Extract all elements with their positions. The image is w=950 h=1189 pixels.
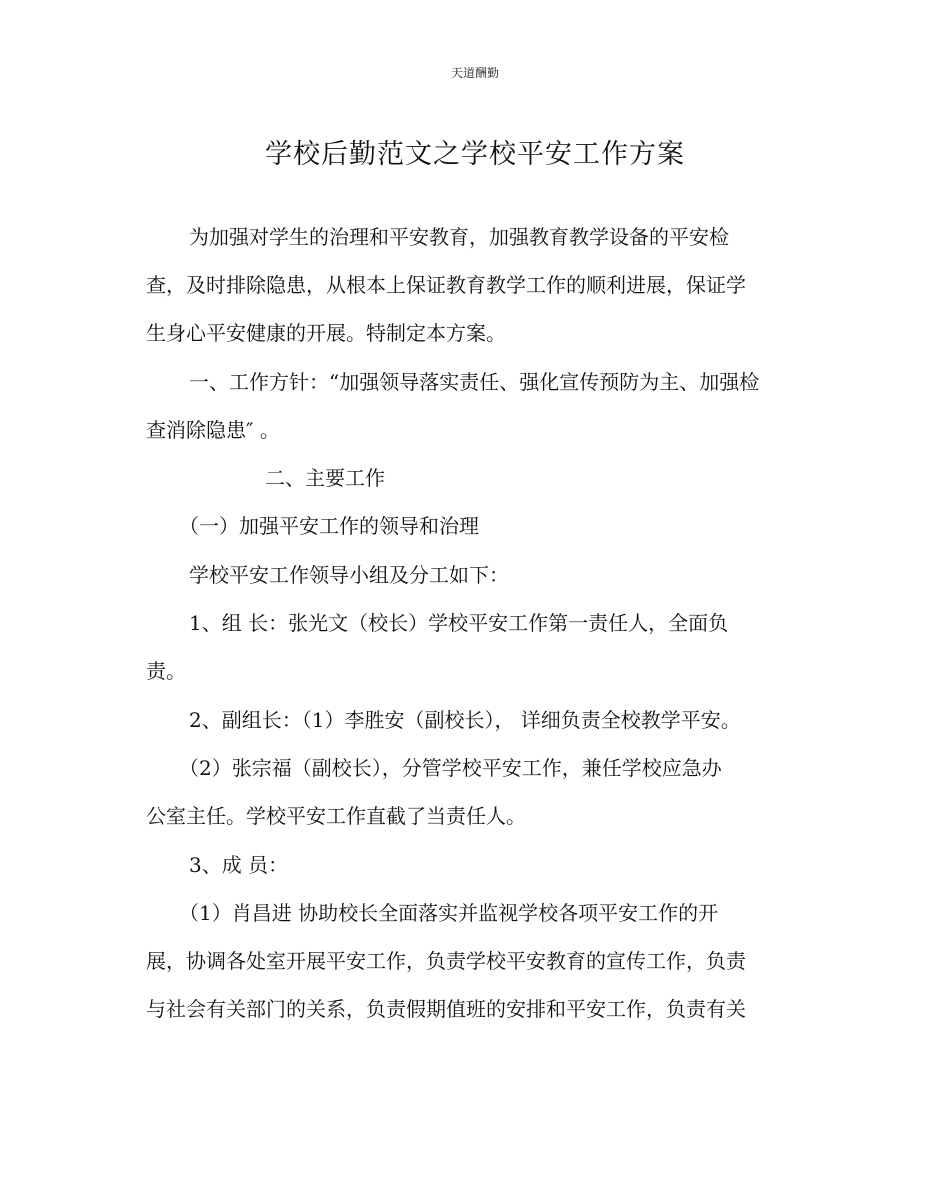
paragraph-line: 为加强对学生的治理和平安教育，加强教育教学设备的平安检 xyxy=(189,225,729,249)
paragraph-line: 展，协调各处室开展平安工作，负责学校平安教育的宣传工作，负责 xyxy=(146,949,746,973)
subsection-heading: （一）加强平安工作的领导和治理 xyxy=(179,514,479,538)
section-heading: 二、主要工作 xyxy=(265,466,385,490)
paragraph-line: 责。 xyxy=(146,659,186,683)
document-title: 学校后勤范文之学校平安工作方案 xyxy=(265,139,685,170)
paragraph-line: 1、组 长：张光文（校长）学校平安工作第一责任人，全面负 xyxy=(189,611,729,635)
paragraph-line: 查消除隐患″ 。 xyxy=(146,418,280,442)
paragraph-line: 学校平安工作领导小组及分工如下： xyxy=(189,563,509,587)
paragraph-line: 生身心平安健康的开展。特制定本方案。 xyxy=(146,321,506,345)
paragraph-line: 3、成 员： xyxy=(189,853,289,877)
paragraph-line: （1）肖昌进 协助校长全面落实并监视学校各项平安工作的开 xyxy=(179,901,719,925)
paragraph-line: 与社会有关部门的关系，负责假期值班的安排和平安工作，负责有关 xyxy=(146,997,746,1021)
paragraph-line: 公室主任。学校平安工作直截了当责任人。 xyxy=(146,804,526,828)
paragraph-line: 2、副组长：（1）李胜安（副校长）， 详细负责全校教学平安。 xyxy=(189,708,741,732)
paragraph-line: 查，及时排除隐患，从根本上保证教育教学工作的顺利进展，保证学 xyxy=(146,273,746,297)
paragraph-line: 一、工作方针：“加强领导落实责任、强化宣传预防为主、加强检 xyxy=(189,370,760,394)
page-header: 天道酬勤 xyxy=(450,66,499,80)
paragraph-line: （2）张宗福（副校长），分管学校平安工作，兼任学校应急办 xyxy=(179,756,722,780)
